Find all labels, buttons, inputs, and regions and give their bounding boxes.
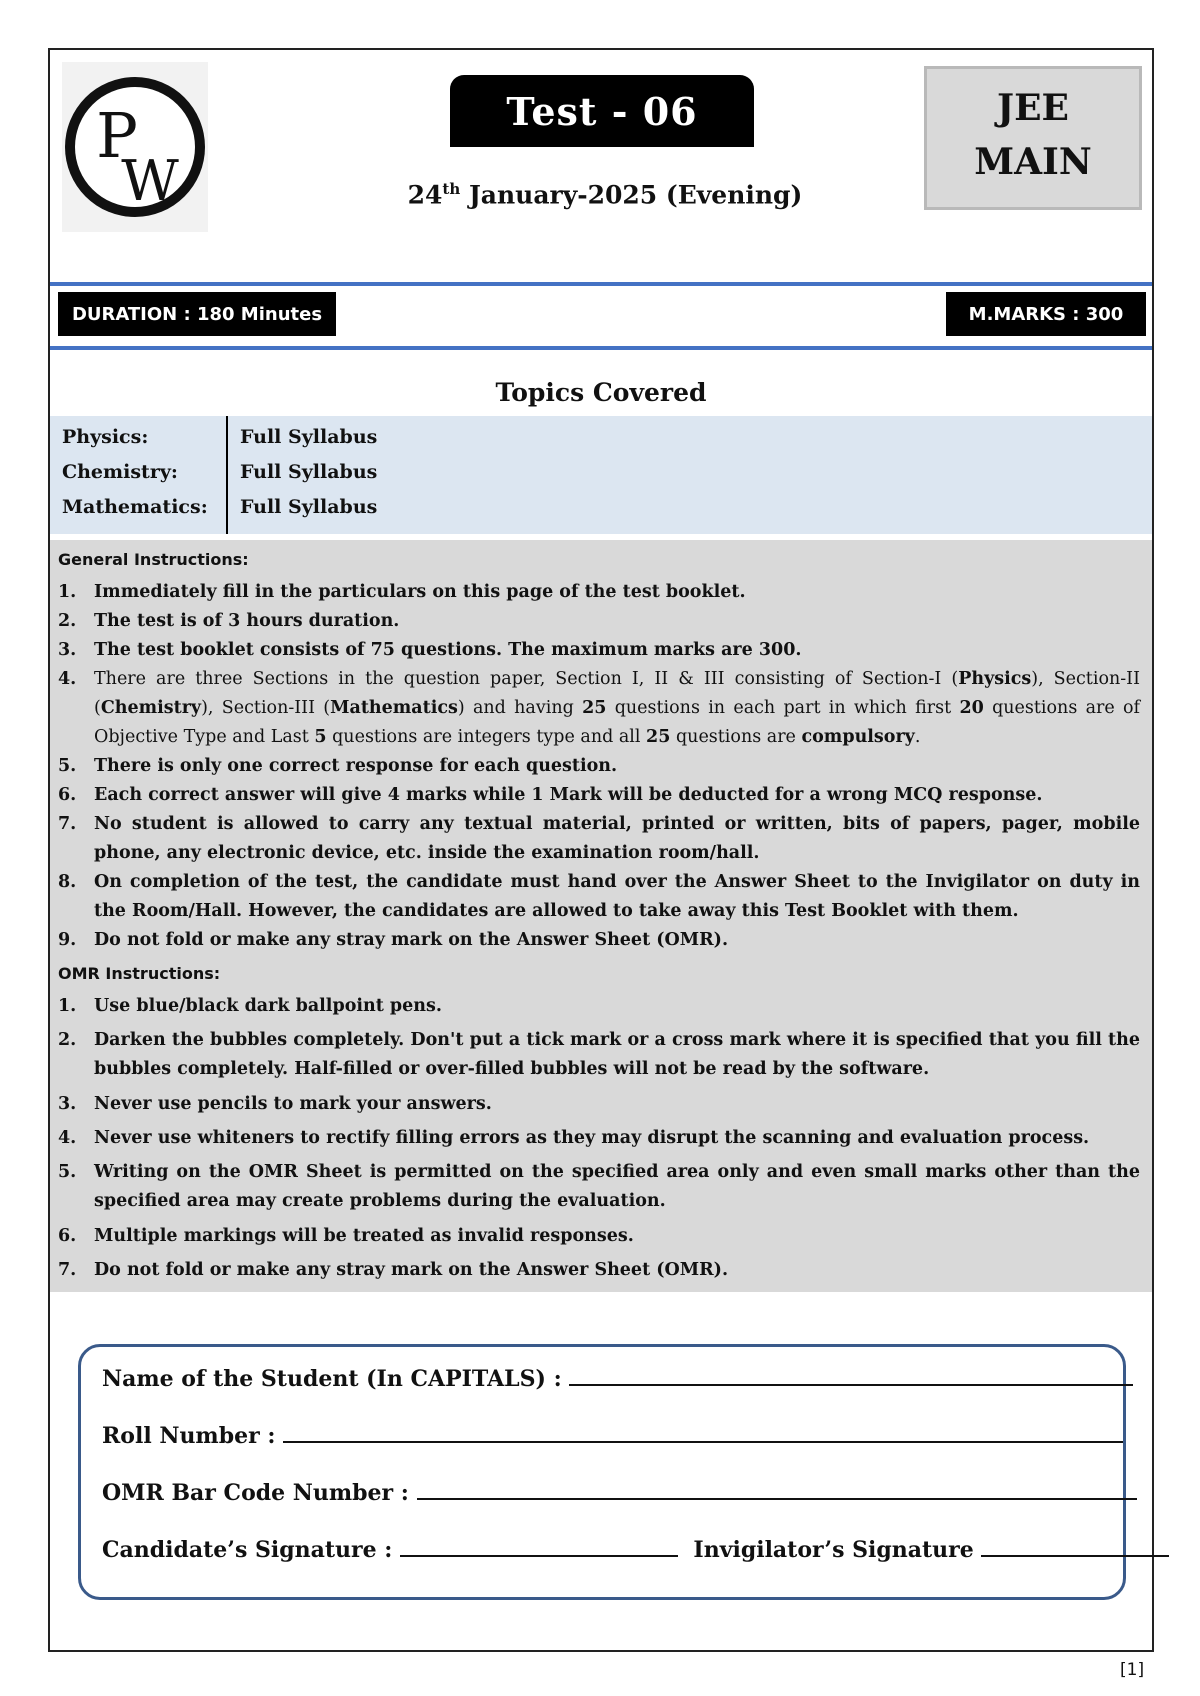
test-title: Test - 06 [450,75,754,147]
divider-top [50,282,1152,286]
topics-row: Mathematics: Full Syllabus [62,496,378,518]
topics-table [50,416,1152,534]
instructions-panel: General Instructions: 1. Immediately fill in the particulars on this page of the test booklet. 2. The test is of 3 hours duration. 3. The test booklet consists of 75 questions. The maximum marks are 300. 4. There are three Sections in the question paper, Section I, II & III consisting of Section-I (Physics), Section-II (Chemistry), Section-III (Mathematics) and having 25 questions in each part in which first 20 questions are of Objective Type and Last 5 questions are integers type and all 25 questions are compulsory. 5. There is only one correct response for each question. 6. Each correct answer will give 4 marks while 1 Mark will be deducted for a wrong MCQ response. 7. No student is allowed to carry any textual material, printed or written, bits of papers, pager, mobile phone, any electronic device, etc. inside the examination room/hall. 8. On completion of the test, the candidate must hand over the Answer Sheet to the Invigilator on duty in the Room/Hall. However, the candidates are allowed to take away this Test Booklet with them. 9. Do not fold or make any stray mark on the Answer Sheet (OMR). OMR Instructions: 1. Use blue/black dark ballpoint pens. 2. Darken the bubbles completely. Don't put a tick mark or a cross mark where it is specified that you fill the bubbles completely. Half-filled or over-filled bubbles will not be read by the software. 3. Never use pencils to mark your answers. 4. Never use whiteners to rectify filling errors as they may disrupt the scanning and evaluation process. 5. Writing on the OMR Sheet is permitted on the specified area only and even small marks other than the specified area may create problems during the evaluation. 6. Multiple markings will be treated as invalid responses. 7. Do not fold or make any stray mark on the Answer Sheet (OMR). [50,540,1152,1292]
max-marks-badge: M.MARKS : 300 [946,292,1146,336]
omr-instructions-heading: OMR Instructions: [58,964,221,983]
topics-row: Chemistry: Full Syllabus [62,461,378,483]
omr-barcode-field[interactable]: OMR Bar Code Number : [102,1480,1137,1506]
page-number: [1] [1120,1660,1145,1680]
invigilator-signature-field[interactable]: Invigilator’s Signature [693,1537,1169,1563]
candidate-signature-field[interactable]: Candidate’s Signature : [102,1537,678,1563]
exam-date: 24th January-2025 (Evening) [407,180,803,210]
duration-badge: DURATION : 180 Minutes [58,292,336,336]
exam-name-line2: MAIN [974,141,1092,183]
student-name-field[interactable]: Name of the Student (In CAPITALS) : [102,1366,1133,1392]
pw-logo [62,62,208,232]
exam-name-box [924,66,1142,210]
topics-title: Topics Covered [495,378,707,407]
divider-bottom [50,346,1152,350]
roll-number-field[interactable]: Roll Number : [102,1423,1123,1449]
svg-text:P: P [96,99,138,172]
signature-row [102,1537,1169,1563]
exam-name-line1: JEE [997,87,1069,129]
general-instructions-heading: General Instructions: [58,550,249,569]
topics-row: Physics: Full Syllabus [62,426,378,448]
svg-text:W: W [121,149,179,214]
